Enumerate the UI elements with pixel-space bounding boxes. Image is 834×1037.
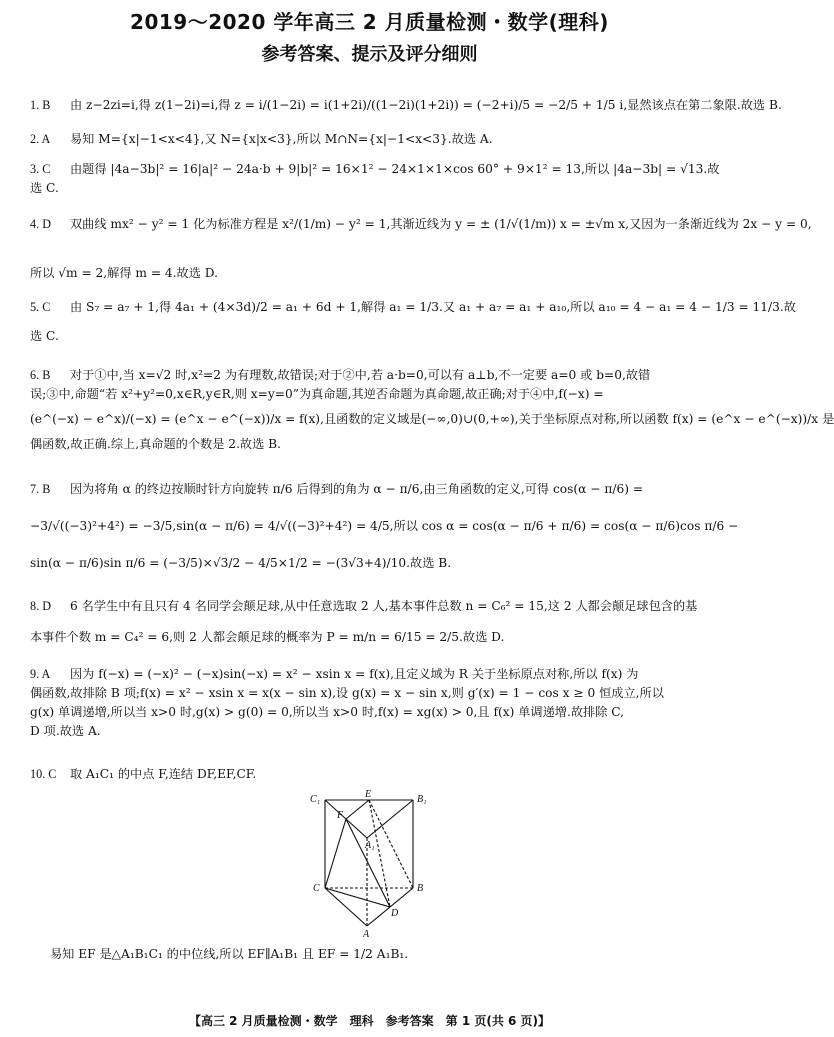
answer-label: 7. B [30,482,51,496]
page-subtitle: 参考答案、提示及评分细则 [261,44,478,65]
answer-line: 取 A₁C₁ 的中点 F,连结 DF,EF,CF. [70,767,257,781]
answer-item-1 [30,96,782,115]
answer-line: 由 S₇ = a₇ + 1,得 4a₁ + (4×3d)/2 = a₁ + 6d + 1,解得 a₁ = 1/3.又 a₁ + a₇ = a₁ + a₁₀,所以 a₁₀ = 4 − a₁ = 4 − 1/3 = 11/3.故 [70,300,796,314]
answer-label: 4. D [30,217,51,231]
answer-10-conclusion: 易知 EF 是△A₁B₁C₁ 的中位线,所以 EF∥A₁B₁ 且 EF = 1/2 A₁B₁. [50,947,409,961]
answer-item-4 [30,215,812,283]
answer-label: 1. B [30,98,51,112]
answer-label: 10. C [30,767,57,781]
answer-line: 6 名学生中有且只有 4 名同学会颠足球,从中任意选取 2 人,基本事件总数 n = C₆² = 15,这 2 人都会颠足球包含的基 [70,599,698,613]
answer-line: 由 z−2zi=i,得 z(1−2i)=i,得 z = i/(1−2i) = i(1+2i)/((1−2i)(1+2i)) = (−2+i)/5 = −2/5 + 1/5 i,显然该点在第二象限.故选 B. [70,98,782,112]
page-footer: 【高三 2 月质量检测・数学 理科 参考答案 第 1 页(共 6 页)】 [188,1014,551,1028]
page-title: 2019～2020 学年高三 2 月质量检测・数学(理科) [130,10,609,34]
answer-line: 易知 M={x|−1<x<4},又 N={x|x<3},所以 M∩N={x|−1<x<3}.故选 A. [70,132,493,146]
answer-line: 偶函数,故正确.综上,真命题的个数是 2.故选 B. [30,436,282,451]
answer-line: sin(α − π/6)sin π/6 = (−3/5)×√3/2 − 4/5×1/2 = −(3√3+4)/10.故选 B. [30,555,452,570]
vertex-label: A₁ [365,840,375,851]
prism-figure [305,788,435,938]
answer-line: 双曲线 mx² − y² = 1 化为标准方程是 x²/(1/m) − y² = 1,其渐近线为 y = ± (1/√(1/m)) x = ±√m x,又因为一条渐近线为 2x − y = 0, [70,217,812,231]
vertex-label: B [417,883,424,894]
vertex-label: E [365,789,372,800]
answer-label: 8. D [30,599,51,613]
vertex-label: B₁ [417,794,427,805]
answer-line: −3/√((−3)²+4²) = −3/5,sin(α − π/6) = 4/√((−3)²+4²) = 4/5,所以 cos α = cos(α − π/6 + π/6) = cos(α − π/6)cos π/6 − [30,518,739,533]
vertex-label: C [313,883,320,894]
answer-line: 由题得 |4a−3b|² = 16|a|² − 24a·b + 9|b|² = 16×1² − 24×1×1×cos 60° + 9×1² = 13,所以 |4a−3b| = √13.故 [70,162,720,176]
answer-label: 2. A [30,132,51,146]
answer-item-5 [30,298,796,346]
answer-label: 6. B [30,368,51,382]
answer-line: 所以 √m = 2,解得 m = 4.故选 D. [30,265,219,280]
answer-item-6 [30,366,834,454]
answer-line: 因为将角 α 的终边按顺时针方向旋转 π/6 后得到的角为 α − π/6,由三角函数的定义,可得 cos(α − π/6) = [70,482,644,496]
vertex-label: D [391,908,399,919]
answer-item-9 [30,665,715,741]
answer-item-3 [30,160,720,198]
answer-label: 3. C [30,162,51,176]
answer-label: 9. A [30,667,51,681]
answer-item-7 [30,480,739,573]
answer-line: D 项.故选 A. [30,723,101,738]
answer-line: (e^(−x) − e^x)/(−x) = (e^x − e^(−x))/x = f(x),且函数的定义域是(−∞,0)∪(0,+∞),关于坐标原点对称,所以函数 f(x) = (e^x − e^(−x))/x 是 [30,411,834,426]
vertex-label: F [337,810,344,821]
answer-line: 误;③中,命题“若 x²+y²=0,x∈R,y∈R,则 x=y=0”为真命题,其逆否命题为真命题,故正确;对于④中,f(−x) = [30,386,604,401]
answer-item-2 [30,130,715,149]
answer-line: 本事件个数 m = C₄² = 6,则 2 人都会颠足球的概率为 P = m/n = 6/15 = 2/5.故选 D. [30,629,505,644]
vertex-label: C₁ [310,794,321,805]
answer-line: 因为 f(−x) = (−x)² − (−x)sin(−x) = x² − xsin x = f(x),且定义域为 R 关于坐标原点对称,所以 f(x) 为 [70,667,639,681]
answer-line: 选 C. [30,328,59,343]
answer-line: g(x) 单调递增,所以当 x>0 时,g(x) > g(0) = 0,所以当 x>0 时,f(x) = xg(x) > 0,且 f(x) 单调递增.故排除 C, [30,704,625,719]
answer-item-8 [30,597,715,647]
vertex-label: A [363,929,370,940]
answer-label: 5. C [30,300,51,314]
answer-item-10 [30,765,715,784]
answer-line: 选 C. [30,180,59,195]
answer-line: 偶函数,故排除 B 项;f(x) = x² − xsin x = x(x − sin x),设 g(x) = x − sin x,则 g′(x) = 1 − cos x ≥ 0 恒成立,所以 [30,685,664,700]
answer-line: 对于①中,当 x=√2 时,x²=2 为有理数,故错误;对于②中,若 a·b=0,可以有 a⊥b,不一定要 a=0 或 b=0,故错 [70,368,651,382]
